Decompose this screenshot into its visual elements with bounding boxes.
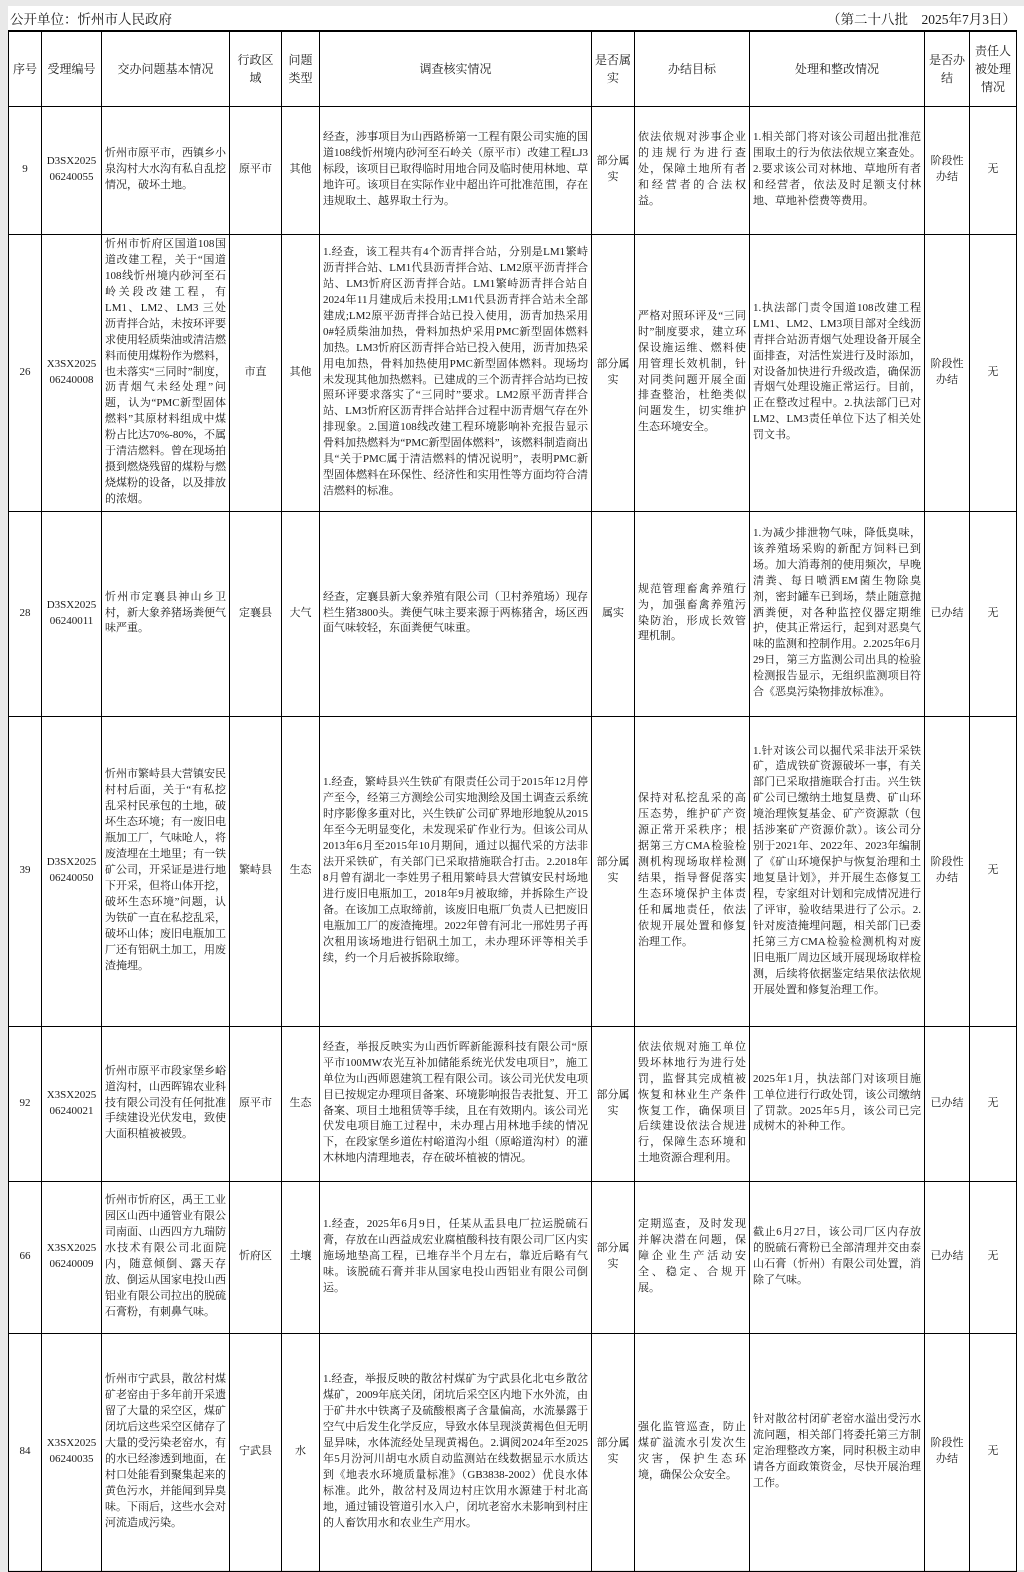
cell-verified: 部分属实 <box>592 1333 635 1571</box>
cell-accountability: 无 <box>970 716 1017 1026</box>
col-header-serial: 序号 <box>9 31 42 106</box>
cell-region: 定襄县 <box>230 511 282 716</box>
col-header-problem: 交办问题基本情况 <box>102 31 230 106</box>
table-row <box>9 1026 1017 1181</box>
cell-case-id: D3SX202506240011 <box>42 511 102 716</box>
cell-handling: 1.相关部门将对该公司超出批准范围取土的行为依法依规立案查处。2.要求该公司对林地、草地所有者和经营者，依法及时足额支付林地、草地补偿费等费用。 <box>750 106 925 234</box>
cell-target: 强化监管巡查，防止煤矿溢流水引发次生灾害，保护生态环境，确保公众安全。 <box>635 1333 750 1571</box>
cell-serial: 28 <box>9 511 42 716</box>
table-row <box>9 234 1017 511</box>
cell-target: 定期巡查，及时发现并解决潜在问题，保障企业生产活动安全、稳定、合规开展。 <box>635 1181 750 1333</box>
cell-serial: 66 <box>9 1181 42 1333</box>
cell-serial: 92 <box>9 1026 42 1181</box>
col-header-type: 问题类型 <box>282 31 320 106</box>
cell-problem: 忻州市忻府区，禹王工业园区山西中通管业有限公司南面、山西四方九瑞防水技术有限公司北面院内，随意倾倒、露天存放、倒运从国家电投山西铝业有限公司拉出的脱硫石膏粉，有刺鼻气味。 <box>102 1181 230 1333</box>
col-header-investigation: 调查核实情况 <box>320 31 592 106</box>
batch-date-label: （第二十八批 2025年7月3日） <box>827 12 1016 27</box>
cell-accountability: 无 <box>970 1026 1017 1181</box>
table-row <box>9 1181 1017 1333</box>
cell-handling: 截止6月27日，该公司厂区内存放的脱硫石膏粉已全部清理并交由泰山石膏（忻州）有限公司处置，消除了气味。 <box>750 1181 925 1333</box>
disclosure-table <box>8 30 1017 1572</box>
cell-serial: 9 <box>9 106 42 234</box>
table-row <box>9 1333 1017 1571</box>
cell-status: 阶段性办结 <box>925 716 970 1026</box>
cell-investigation: 1.经查，2025年6月9日，任某从盂县电厂拉运脱硫石膏，存放在山西益成宏业腐植酸科技有限公司厂区内实施场地垫高工程，已堆存半个月左右，靠近后略有气味。该脱硫石膏并非从国家电投山西铝业有限公司倒运。 <box>320 1181 592 1333</box>
cell-handling: 1.执法部门责令国道108改建工程LM1、LM2、LM3项目部对全线沥青拌合站沥青烟气处理设备开展全面排查，对活性炭进行及时添加，对设备加快进行升级改造，确保沥青烟气处理设施正常运行。目前，正在整改过程中。2.执法部门已对LM2、LM3责任单位下达了相关处罚文书。 <box>750 234 925 511</box>
cell-region: 忻府区 <box>230 1181 282 1333</box>
cell-problem: 忻州市忻府区国道108国道改建工程，关于“国道108线忻州境内砂河至石岭关段改建工程，有LM1、LM2、LM3 三处沥青拌合站，未按环评要求使用轻质柴油或清洁燃料而使用煤粉作为燃料，也未落实“三同时”制度，沥青烟气未经处理”问题，认为“PMC新型固体燃料”其原材料组成中煤粉占比达70%-80%，不属于清洁燃料。曾在现场拍摄到燃烧残留的煤粉与燃烧煤粉的设备，以及排放的浓烟。 <box>102 234 230 511</box>
col-header-region: 行政区域 <box>230 31 282 106</box>
document-sheet <box>8 6 1024 1570</box>
cell-type: 大气 <box>282 511 320 716</box>
cell-case-id: X3SX202506240021 <box>42 1026 102 1181</box>
cell-status: 已办结 <box>925 1026 970 1181</box>
cell-investigation: 1.经查，该工程共有4个沥青拌合站，分别是LM1繁峙沥青拌合站、LM1代县沥青拌合站、LM2原平沥青拌合站、LM3忻府区沥青拌合站。LM1繁峙沥青拌合站自2024年11月建成后未投用;LM1代县沥青拌合站未全部建成;LM2原平沥青拌合站已投入使用，沥青加热采用0#轻质柴油加热，骨料加热炉采用PMC新型固体燃料加热。LM3忻府区沥青拌合站已投入使用，沥青加热采用电加热，骨料加热使用PMC新型固体燃料。现场均未发现其他加热燃料。已建成的三个沥青拌合站均已按照环评要求落实了“三同时”要求。LM2原平沥青拌合站、LM3忻府区沥青拌合站拌合过程中沥青烟气存在外排现象。2.国道108线改建工程环境影响补充报告显示骨料加热燃料为“PMC新型固体燃料”，该燃料制造商出具“关于PMC属于清洁燃料的情况说明”，表明PMC新型固体燃料在环保性、经济性和实用性等方面均符合清洁燃料的标准。 <box>320 234 592 511</box>
cell-type: 水 <box>282 1333 320 1571</box>
cell-case-id: X3SX202506240009 <box>42 1181 102 1333</box>
cell-case-id: D3SX202506240055 <box>42 106 102 234</box>
cell-serial: 84 <box>9 1333 42 1571</box>
col-header-handling: 处理和整改情况 <box>750 31 925 106</box>
cell-accountability: 无 <box>970 1333 1017 1571</box>
cell-verified: 部分属实 <box>592 1026 635 1181</box>
cell-status: 阶段性办结 <box>925 1333 970 1571</box>
cell-verified: 部分属实 <box>592 106 635 234</box>
cell-problem: 忻州市宁武县，散岔村煤矿老窑由于多年前开采遗留了大量的采空区，煤矿闭坑后这些采空区储存了大量的受污染老窑水，有的水已经渗透到地面，在村口处能看到聚集起来的黄色污水，并能闻到异臭味。下雨后，这些水会对河流造成污染。 <box>102 1333 230 1571</box>
cell-accountability: 无 <box>970 1181 1017 1333</box>
cell-handling: 1.针对该公司以掘代采非法开采铁矿，造成铁矿资源破坏一事，有关部门已采取措施联合打击。兴生铁矿公司已缴纳土地复垦费、矿山环境治理恢复基金、矿产资源款（包括涉案矿产资源价款）。该公司分别于2021年、2022年、2023年编制了《矿山环境保护与恢复治理和土地复垦计划》，并开展生态修复工程，专家组对计划和完成情况进行了评审，验收结果进行了公示。2.针对废渣掩埋问题，相关部门已委托第三方CMA检验检测机构对废旧电瓶厂周边区域开展现场取样检测，后续将依据鉴定结果依法依规开展处置和修复治理工作。 <box>750 716 925 1026</box>
cell-type: 生态 <box>282 1026 320 1181</box>
cell-handling: 针对散岔村闭矿老窑水溢出受污水流问题，相关部门将委托第三方制定治理整改方案，同时积极主动申请各方面政策资金，尽快开展治理工作。 <box>750 1333 925 1571</box>
cell-type: 其他 <box>282 106 320 234</box>
cell-target: 依法依规对施工单位毁坏林地行为进行处罚，监督其完成植被恢复和林业生产条件恢复工作，确保项目后续建设依法合规进行，保障生态环境和土地资源合理利用。 <box>635 1026 750 1181</box>
cell-investigation: 1.经查，举报反映的散岔村煤矿为宁武县化北屯乡散岔煤矿，2009年底关闭，闭坑后采空区内地下水外流，由于矿井水中铁离子及硫酸根离子含量偏高，水流暴露于空气中后发生化学反应，导致水体呈现淡黄褐色但无明显异味，水体流经处呈现黄褐色。2.调阅2024年至2025年5月汾河川胡屯水质自动监测站在线数据显示水质达到《地表水环境质量标准》（GB3838-2002）优良水体标准。此外，散岔村及周边村庄饮用水源建于村北高地，通过铺设管道引水入户，闭坑老窑水未影响到村庄的人畜饮用水和农业生产用水。 <box>320 1333 592 1571</box>
cell-type: 其他 <box>282 234 320 511</box>
cell-status: 阶段性办结 <box>925 234 970 511</box>
cell-investigation: 经查，举报反映实为山西忻晖新能源科技有限公司“原平市100MW农光互补加储能系统光伏发电项目”，施工单位为山西师恩建筑工程有限公司。该公司光伏发电项目已按规定办理项目备案、环境影响报告表批复、开工备案、项目土地租赁等手续，且在有效期内。该公司光伏发电项目施工过程中，未办理占用林地手续的情况下，在段家堡乡道佐村峪道沟小组（原峪道沟村）的灌木林地内清理地表，存在破坏植被的情况。 <box>320 1026 592 1181</box>
cell-target: 严格对照环评及“三同时”制度要求，建立环保设施运维、燃料使用管理长效机制，针对同类问题开展全面排查整治，杜绝类似问题发生，切实维护生态环境安全。 <box>635 234 750 511</box>
cell-target: 依法依规对涉事企业的违规行为进行查处，保障土地所有者和经营者的合法权益。 <box>635 106 750 234</box>
title-bar <box>8 6 1024 30</box>
cell-region: 原平市 <box>230 1026 282 1181</box>
col-header-case-id: 受理编号 <box>42 31 102 106</box>
cell-region: 原平市 <box>230 106 282 234</box>
cell-status: 阶段性办结 <box>925 106 970 234</box>
table-row <box>9 716 1017 1026</box>
cell-problem: 忻州市繁峙县大营镇安民村村后面，关于“有私挖乱采村民承包的土地，破坏生态环境；有一废旧电瓶加工厂，气味呛人，将废渣埋在土地里；有一铁矿公司，开采证是进行地下开采，但将山体开挖，破坏生态环境”问题，认为铁矿一直在私挖乱采，破坏山体；废旧电瓶加工厂还有铝矾土加工，用废渣掩埋。 <box>102 716 230 1026</box>
cell-status: 已办结 <box>925 1181 970 1333</box>
cell-investigation: 经查，涉事项目为山西路桥第一工程有限公司实施的国道108线忻州境内砂河至石岭关（原平市）改建工程LJ3标段，该项目已取得临时用地合同及临时使用林地、草地许可。该项目在实际作业中超出许可批准范围，存在违规取土、越界取土行为。 <box>320 106 592 234</box>
cell-case-id: D3SX202506240050 <box>42 716 102 1026</box>
cell-investigation: 经查，定襄县新大象养殖有限公司（卫村养殖场）现存栏生猪3800头。粪便气味主要来源于两栋猪舍，场区西面气味较轻，东面粪便气味重。 <box>320 511 592 716</box>
publish-unit-label: 公开单位：忻州市人民政府 <box>10 12 172 27</box>
cell-accountability: 无 <box>970 511 1017 716</box>
cell-verified: 部分属实 <box>592 1181 635 1333</box>
cell-verified: 部分属实 <box>592 716 635 1026</box>
col-header-verified: 是否属实 <box>592 31 635 106</box>
cell-accountability: 无 <box>970 106 1017 234</box>
cell-serial: 39 <box>9 716 42 1026</box>
cell-problem: 忻州市定襄县神山乡卫村，新大象养猪场粪便气味严重。 <box>102 511 230 716</box>
cell-serial: 26 <box>9 234 42 511</box>
col-header-status: 是否办结 <box>925 31 970 106</box>
cell-status: 已办结 <box>925 511 970 716</box>
table-row <box>9 106 1017 234</box>
cell-target: 保持对私挖乱采的高压态势，维护矿产资源正常开采秩序；根据第三方CMA检验检测机构现场取样检测结果，指导督促落实生态环境保护主体责任和属地责任，依法依规开展处置和修复治理工作。 <box>635 716 750 1026</box>
col-header-accountability: 责任人被处理情况 <box>970 31 1017 106</box>
cell-case-id: X3SX202506240035 <box>42 1333 102 1571</box>
cell-target: 规范管理畜禽养殖行为，加强畜禽养殖污染防治，形成长效管理机制。 <box>635 511 750 716</box>
cell-type: 土壤 <box>282 1181 320 1333</box>
cell-case-id: X3SX202506240008 <box>42 234 102 511</box>
cell-region: 市直 <box>230 234 282 511</box>
cell-region: 繁峙县 <box>230 716 282 1026</box>
cell-verified: 部分属实 <box>592 234 635 511</box>
cell-handling: 1.为减少排泄物气味，降低臭味，该养殖场采购的新配方饲料已到场。加大消毒剂的使用频次，早晚清粪、每日喷洒EM菌生物除臭剂，密封罐车已到场，禁止随意抛洒粪便，对各种监控仪器定期维护，使其正常运行，起到对恶臭气味的监测和控制作用。2.2025年6月29日，第三方监测公司出具的检验检测报告显示，无组织监测项目符合《恶臭污染物排放标准》。 <box>750 511 925 716</box>
cell-verified: 属实 <box>592 511 635 716</box>
table-header-row <box>9 31 1017 106</box>
cell-region: 宁武县 <box>230 1333 282 1571</box>
table-row <box>9 511 1017 716</box>
cell-problem: 忻州市原平市，西镇乡小泉沟村大水沟有私自乱挖情况，破坏土地。 <box>102 106 230 234</box>
cell-problem: 忻州市原平市段家堡乡峪道沟村，山西晖锦农业科技有限公司没有任何批准手续建设光伏发电，致使大面积植被被毁。 <box>102 1026 230 1181</box>
cell-investigation: 1.经查，繁峙县兴生铁矿有限责任公司于2015年12月停产至今，经第三方测绘公司实地测绘及国土调查云系统时序影像多重对比，兴生铁矿公司矿界地形地貌从2015年至今无明显变化，未发现采矿作业行为。但该公司从2013年6月至2015年10月期间，通过以掘代采的方法非法开采铁矿，有关部门已采取措施联合打击。2.2018年8月曾有湖北一李姓男子租用繁峙县大营镇安民村场地进行废旧电瓶加工，2018年9月被取缔，并拆除生产设备。在该加工点取缔前，该废旧电瓶厂负责人已把废旧电瓶加工厂的废渣掩埋。2022年曾有河北一邢姓男子再次租用该场地进行铝矾土加工，未办理环评等相关手续，约一个月后被拆除取缔。 <box>320 716 592 1026</box>
cell-handling: 2025年1月，执法部门对该项目施工单位进行行政处罚，该公司缴纳了罚款。2025年5月，该公司已完成树木的补种工作。 <box>750 1026 925 1181</box>
cell-type: 生态 <box>282 716 320 1026</box>
cell-accountability: 无 <box>970 234 1017 511</box>
col-header-target: 办结目标 <box>635 31 750 106</box>
